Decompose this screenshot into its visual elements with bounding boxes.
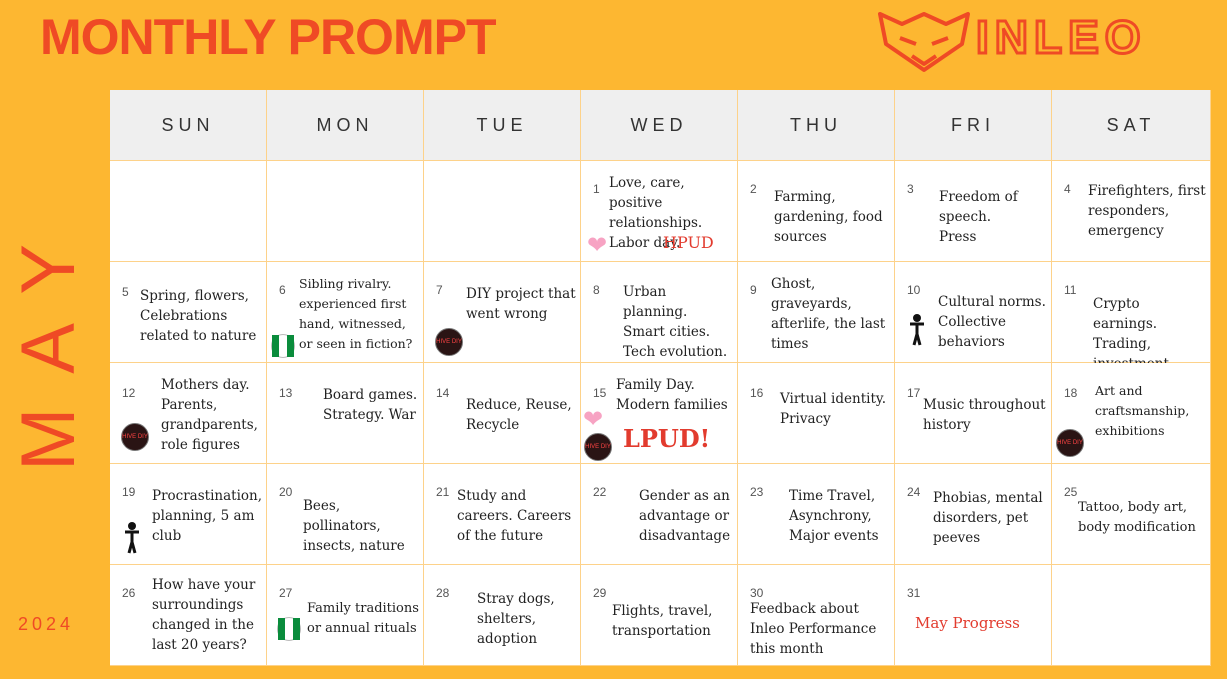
prompt-text: Music throughout history	[923, 397, 1046, 433]
day-number: 30	[750, 586, 764, 600]
prompt-text: Ghost, graveyards, afterlife, the last times	[771, 276, 886, 352]
day-number: 3	[907, 182, 914, 196]
prompt-text: Crypto earnings. Trading,	[1093, 296, 1158, 352]
prompt-text: Stray dogs, shelters, adoption	[477, 591, 555, 647]
day-number: 5	[122, 285, 129, 299]
year-label: 2024	[18, 614, 75, 634]
month-label: MAY	[6, 209, 92, 471]
day-cell-5	[110, 262, 267, 363]
day-cell-20	[267, 464, 424, 565]
day-cell-23	[738, 464, 895, 565]
day-header-mon: MON	[267, 90, 424, 161]
day-cell-31	[895, 565, 1052, 666]
day-cell-28	[424, 565, 581, 666]
day-number: 13	[279, 386, 293, 400]
prompt-text: Sibling rivalry. experienced first hand, witnessed, or seen in fiction?	[299, 276, 413, 351]
day-cell-9	[738, 262, 895, 363]
day-header-fri: FRI	[895, 90, 1052, 161]
day-number: 16	[750, 386, 764, 400]
day-cell-3	[895, 161, 1052, 262]
prompt-text: Art and craftsmanship, exhibitions	[1095, 383, 1190, 438]
person-icon	[124, 522, 140, 554]
prompt-text: Spring, flowers, Celebrations related to nature	[140, 288, 257, 344]
prompt-text: Mothers day. Parents, grandparents, role figures	[161, 377, 258, 453]
heart-icon: ❤	[587, 231, 608, 259]
day-cell-21	[424, 464, 581, 565]
day-cell-1	[581, 161, 738, 262]
prompt-text: Freedom of speech. Press	[939, 189, 1018, 245]
day-cell-16	[738, 363, 895, 464]
nigeria-flag-icon	[277, 617, 301, 641]
hive-diy-icon: HIVE DIY	[121, 423, 149, 451]
prompt-text: Firefighters, first responders, emergency	[1088, 183, 1206, 239]
prompt-text: Family traditions or annual rituals	[307, 601, 419, 636]
prompt-text: Board games. Strategy. War	[323, 387, 418, 423]
day-number: 27	[279, 586, 293, 600]
nigeria-flag-icon	[271, 334, 295, 358]
day-number: 20	[279, 485, 293, 499]
prompt-text: Urban planning. Smart cities. Tech evolution.	[623, 284, 728, 360]
day-cell-30	[738, 565, 895, 666]
prompt-text: Study and careers. Careers of the future	[457, 488, 572, 544]
day-cell-7	[424, 262, 581, 363]
day-cell-15	[581, 363, 738, 464]
day-number: 24	[907, 485, 921, 499]
day-cell-2	[738, 161, 895, 262]
day-number: 8	[593, 283, 600, 297]
prompt-text: Bees, pollinators, insects, nature	[303, 498, 405, 554]
day-number: 25	[1064, 485, 1078, 499]
day-cell-29	[581, 565, 738, 666]
heart-icon: ❤	[583, 405, 604, 433]
day-header-sun: SUN	[110, 90, 267, 161]
day-number: 18	[1064, 386, 1078, 400]
hive-diy-icon: HIVE DIY	[435, 328, 463, 356]
day-cell-22	[581, 464, 738, 565]
prompt-text: DIY project that went wrong	[466, 286, 576, 322]
page-title: MONTHLY PROMPT	[40, 9, 496, 65]
empty-cell	[110, 161, 267, 262]
day-number: 12	[122, 386, 136, 400]
day-cell-19	[110, 464, 267, 565]
prompt-text: Farming, gardening, food sources	[774, 189, 883, 245]
day-header-tue: TUE	[424, 90, 581, 161]
prompt-text: Phobias, mental disorders, pet peeves	[933, 490, 1043, 546]
day-cell-24	[895, 464, 1052, 565]
day-number: 1	[593, 182, 600, 196]
day-cell-25	[1052, 464, 1211, 565]
day-number: 19	[122, 485, 136, 499]
day-header-thu: THU	[738, 90, 895, 161]
day-number: 22	[593, 485, 607, 499]
day-number: 7	[436, 283, 443, 297]
prompt-text: Reduce, Reuse, Recycle	[466, 397, 572, 433]
day-number: 23	[750, 485, 764, 499]
day-cell-4	[1052, 161, 1211, 262]
day-number: 17	[907, 386, 921, 400]
day-cell-10	[895, 262, 1052, 363]
empty-cell	[267, 161, 424, 262]
day-number: 31	[907, 586, 921, 600]
prompt-text: Feedback about Inleo Performance this month	[750, 601, 877, 657]
day-number: 14	[436, 386, 450, 400]
calendar-grid	[110, 90, 1211, 666]
may-progress-label: May Progress	[915, 614, 1020, 632]
day-cell-11	[1052, 262, 1211, 363]
prompt-text: Love, care, positive relationships. Labor day.	[609, 175, 703, 251]
day-number: 28	[436, 586, 450, 600]
day-cell-6	[267, 262, 424, 363]
day-number: 26	[122, 586, 136, 600]
day-cell-12	[110, 363, 267, 464]
lpud-label: LPUD!	[623, 424, 711, 453]
prompt-text: Time Travel, Asynchrony, Major events	[789, 488, 879, 544]
day-cell-14	[424, 363, 581, 464]
day-cell-17	[895, 363, 1052, 464]
day-number: 29	[593, 586, 607, 600]
day-cell-26	[110, 565, 267, 666]
hpud-label: HPUD	[663, 233, 714, 252]
day-cell-27	[267, 565, 424, 666]
day-cell-8	[581, 262, 738, 363]
prompt-text: Cultural norms. Collective behaviors	[938, 294, 1046, 350]
person-icon	[909, 314, 925, 346]
day-number: 10	[907, 283, 921, 297]
empty-cell	[424, 161, 581, 262]
day-number: 15	[593, 386, 607, 400]
day-number: 2	[750, 182, 757, 196]
day-header-sat: SAT	[1052, 90, 1211, 161]
day-cell-13	[267, 363, 424, 464]
brand-name: INLEO	[976, 11, 1147, 63]
day-number: 11	[1064, 283, 1077, 297]
empty-cell	[1052, 565, 1211, 666]
prompt-text: Flights, travel, transportation	[612, 603, 713, 639]
day-header-wed: WED	[581, 90, 738, 161]
hive-diy-icon: HIVE DIY	[1056, 429, 1084, 457]
day-cell-18	[1052, 363, 1211, 464]
prompt-text: Procrastination, planning, 5 am club	[152, 488, 262, 544]
prompt-text: How have your surroundings changed in the last 20 years?	[152, 577, 256, 653]
day-number: 21	[436, 485, 450, 499]
prompt-text: Family Day. Modern families	[616, 377, 728, 413]
day-number: 4	[1064, 182, 1071, 196]
day-number: 9	[750, 283, 757, 297]
hive-diy-icon: HIVE DIY	[584, 433, 612, 461]
prompt-text: Virtual identity. Privacy	[780, 391, 886, 427]
prompt-text: Tattoo, body art, body modification	[1078, 500, 1196, 535]
prompt-text: Gender as an advantage or disadvantage	[639, 488, 731, 544]
day-number: 6	[279, 283, 286, 297]
